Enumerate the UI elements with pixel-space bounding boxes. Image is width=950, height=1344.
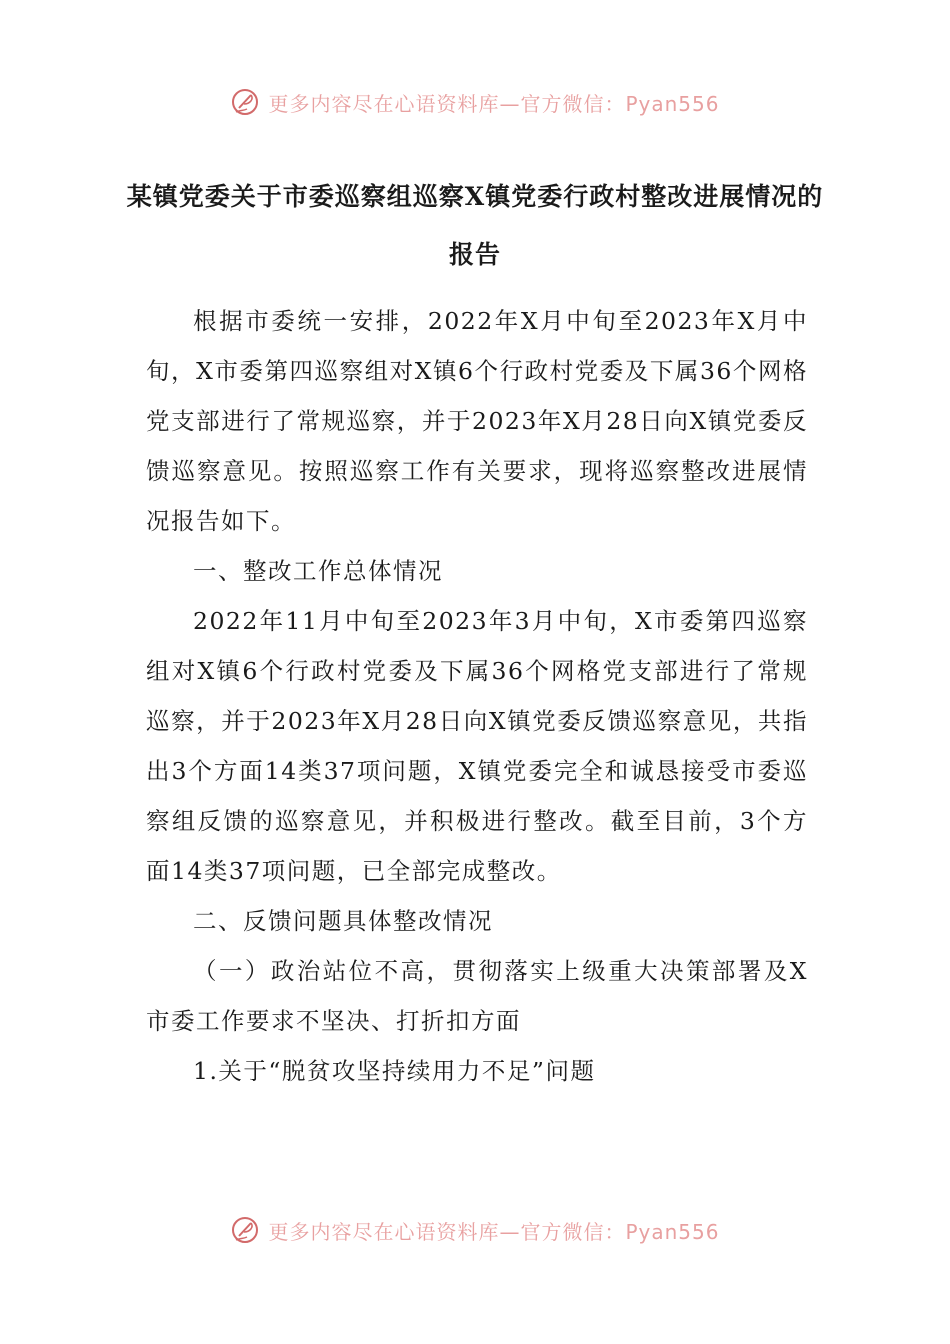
document-body [146, 296, 808, 1096]
footer-watermark [0, 1210, 950, 1250]
intro-paragraph: 根据市委统一安排，2022年X月中旬至2023年X月中旬，X市委第四巡察组对X镇6个行政村党委及下属36个网格党支部进行了常规巡察，并于2023年X月28日向X镇党委反馈巡察意见。按照巡察工作有关要求，现将巡察整改进展情况报告如下。 [146, 307, 808, 535]
header-watermark [0, 82, 950, 122]
section-heading-overall: 一、整改工作总体情况 [193, 557, 443, 585]
section-heading-feedback: 二、反馈问题具体整改情况 [193, 907, 493, 935]
watermark-text: 更多内容尽在心语资料库—官方微信：Pyan556 [268, 1219, 720, 1244]
overall-paragraph: 2022年11月中旬至2023年3月中旬，X市委第四巡察组对X镇6个行政村党委及下属36个网格党支部进行了常规巡察，并于2023年X月28日向X镇党委反馈巡察意见，共指出3个方面14类37项问题，X镇党委完全和诚恳接受市委巡察组反馈的巡察意见，并积极进行整改。截至目前，3个方面14类37项问题，已全部完成整改。 [146, 607, 808, 885]
item-heading-poverty: 1.关于“脱贫攻坚持续用力不足”问题 [193, 1057, 596, 1085]
quill-logo-icon [230, 1215, 260, 1245]
subsection-heading-politics: （一）政治站位不高，贯彻落实上级重大决策部署及X市委工作要求不坚决、打折扣方面 [146, 957, 808, 1035]
watermark-text: 更多内容尽在心语资料库—官方微信：Pyan556 [268, 91, 720, 116]
document-title: 某镇党委关于市委巡察组巡察X镇党委行政村整改进展情况的报告 [126, 182, 824, 269]
quill-logo-icon [230, 87, 260, 117]
